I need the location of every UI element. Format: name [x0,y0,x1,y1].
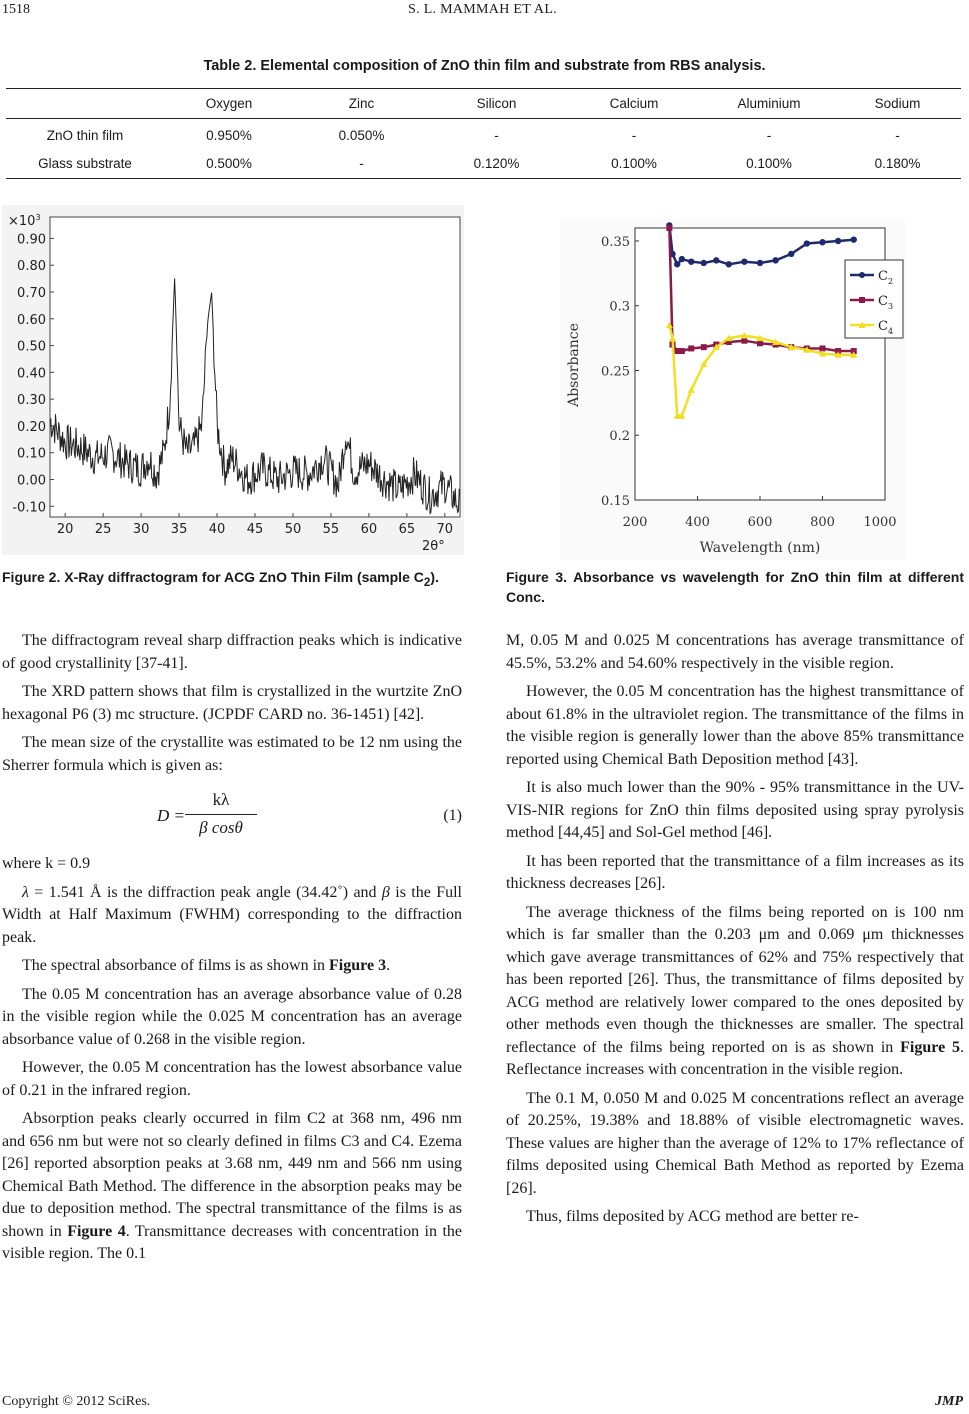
y-tick-label: 0.30 [17,393,46,409]
x-tick-label: 25 [94,522,112,537]
table-row [6,149,961,179]
data-point [713,257,719,263]
page-footer [2,1394,963,1412]
right-column [506,630,964,1235]
x-tick-label: 30 [132,522,150,537]
data-point [835,238,841,244]
data-point [726,261,732,267]
paragraph [2,882,462,950]
y-tick-label: 0.20 [17,419,46,435]
data-point [757,340,763,346]
figure-2 [2,205,464,555]
paragraph: The mean size of the crystallite was estimated to be 12 nm using the Sherrer formula which is given as: [2,734,462,774]
plot-frame [50,217,460,517]
data-point [666,225,672,231]
data-point [819,239,825,245]
data-point [701,344,707,350]
y-tick-label: 0.60 [17,312,46,328]
paragraph-text: The average thickness of the films being reported on is 100 nm which is far smaller than the 0.203 μm and 0.069 μm thicknesses which gave average transmittances of 62% and 75% respectively that has been reported [26]. Thus, the transmittance of films deposited by ACG method are relatively lower compared to the ones deposited by other methods even though the thicknesses are smaller. The spectral reflectance of the films being reported on is as shown in [506,903,964,1056]
data-point [772,257,778,263]
data-point [679,348,685,354]
paragraph [2,955,462,978]
x-tick-label: 35 [170,522,188,537]
table-cell: - [766,128,772,144]
page-header [2,2,963,24]
x-tick-label: 400 [685,515,710,530]
x-tick-label: 1000 [863,515,897,530]
x-tick-label: 60 [360,522,378,537]
journal-abbrev: JMP [935,1394,963,1409]
table-cell: 0.180% [874,155,921,171]
paragraph-text: . Reflectance increases with concentration in the visible region. [506,1038,965,1078]
header-cell: Sodium [874,96,921,111]
y-multiplier-label: $\times 10^3$ [8,213,41,229]
y-tick-label: -0.10 [12,500,46,516]
paragraph: It has been reported that the transmittance of a film increases as its thickness decreases [26]. [506,852,964,892]
table-cell: Glass substrate [38,155,132,171]
table-caption: Table 2. Elemental composition of ZnO thin film and substrate from RBS analysis. [203,58,766,74]
equation-1 [2,787,462,847]
data-point [788,251,794,257]
x-tick-label: 70 [436,522,454,537]
paragraph-text: . [386,957,391,974]
lambda-symbol: λ [22,883,29,901]
figure-3 [560,220,905,560]
legend [845,260,903,338]
header-cell: Oxygen [205,96,253,111]
table-cell: 0.120% [473,155,520,171]
page-number: 1518 [2,2,30,17]
x-axis-label: 2θ° [422,539,445,554]
data-point [701,260,707,266]
data-point [851,236,857,242]
legend-marker [859,297,865,303]
header-cell: Zinc [348,96,375,111]
figure-ref: Figure 3 [329,957,387,974]
data-point [674,261,680,267]
data-point [688,345,694,351]
y-tick-label: 0.35 [601,234,630,250]
paragraph: However, the 0.05 M concentration has the lowest absorbance value of 0.21 in the infrared region. [2,1059,462,1099]
paragraph-text: . Transmittance decreases with concentration in the visible region. The 0.1 [2,1222,463,1262]
fig2-caption-text: Figure 2. X-Ray diffractogram for ACG ZnO Thin Film (sample C [2,569,424,585]
eq-numerator: kλ [185,789,257,815]
copyright-notice: Copyright © 2012 SciRes. [2,1394,151,1409]
table-cell: - [895,128,900,144]
eq-lhs: D = [157,806,185,825]
y-tick-label: 0.25 [601,364,630,380]
paragraph: The 0.1 M, 0.050 M and 0.025 M concentrations reflect an average of 20.25%, 19.38% and 18.88% of visible electromagnetic waves. These values are higher than the average of 12% to 17% reflectance of films deposited using Chemical Bath Method as reported by Ezema [26]. [506,1089,964,1197]
table-cell: 0.100% [611,155,657,171]
data-point [741,258,747,264]
y-tick-label: 0.10 [17,446,46,462]
y-tick-label: 0.3 [609,299,630,315]
paragraph: M, 0.05 M and 0.025 M concentrations has average transmittance of 45.5%, 53.2% and 54.60% respectively in the visible region. [506,632,964,672]
header-cell [6,89,164,119]
x-tick-label: 65 [398,522,416,537]
table-cell: 0.050% [338,128,385,144]
data-point [804,240,810,246]
paragraph-text: Absorption peaks clearly occurred in film C2 at 368 nm, 496 nm and 656 nm but were not so clearly defined in films C3 and C4. Ezema [26] reported absorption peaks at 3.68 nm, 449 nm and 566 nm using Chemical Bath Method. The difference in the absorption peaks may be due to deposition method. The spectral transmittance of the films is as shown in [2,1110,462,1240]
figure-3-caption: Figure 3. Absorbance vs wavelength for ZnO thin film at different Conc. [506,569,964,605]
x-tick-label: 40 [208,522,226,537]
legend-label: $C_3$ [878,294,894,311]
y-axis-label: Absorbance [566,323,582,407]
data-point [679,256,685,262]
eq-number: (1) [443,807,462,824]
beta-symbol: β [381,883,390,901]
legend-marker [859,272,865,278]
y-tick-label: 0.80 [17,259,46,275]
data-point [757,260,763,266]
table-cell: ZnO thin film [46,128,124,144]
paragraph: The 0.05 M concentration has an average absorbance value of 0.28 in the visible region while the 0.025 M concentration has an average absorbance value of 0.268 in the visible region. [2,985,462,1048]
running-authors: S. L. MAMMAH ET AL. [408,2,557,17]
fig2-caption-end: ). [430,569,439,585]
table-cell: 0.500% [206,155,252,171]
x-tick-label: 800 [810,515,835,530]
paragraph: Thus, films deposited by ACG method are better re- [526,1208,859,1225]
fig2-caption-sub: 2 [423,575,431,589]
x-tick-label: 20 [56,522,74,537]
paragraph: The XRD pattern shows that film is crystallized in the wurtzite ZnO hexagonal P6 (3) mc structure. (JCPDF CARD no. 36-1451) [42]. [2,683,462,723]
y-tick-label: 0.70 [17,286,46,301]
figure-2-caption [2,567,462,593]
header-cell: Aluminium [737,96,801,111]
eq-fraction [185,789,257,839]
x-axis-label: Wavelength (nm) [699,540,821,556]
x-tick-label: 600 [747,515,773,530]
table-cell: 0.100% [746,155,792,171]
x-tick-label: 45 [246,522,264,537]
paragraph-text: The spectral absorbance of films is as shown in [22,957,330,974]
figure-ref: Figure 5 [900,1038,961,1056]
paragraph: It is also much lower than the 90% - 95% transmittance in the UV-VIS-NIR regions for ZnO thin films deposited using spray pyrolysis method [44,45] and Sol-Gel method [46]. [506,779,964,841]
paragraph: The diffractogram reveal sharp diffraction peaks which is indicative of good crystallinity [37-41]. [2,632,462,672]
x-tick-label: 55 [322,522,340,537]
paragraph-text: is the Full Width at Half Maximum (FWHM) corresponding to the diffraction peak. [2,883,462,946]
x-tick-label: 50 [284,522,302,537]
table-cell: - [494,128,499,144]
xrd-chart [2,205,464,555]
eq-denominator: β cosθ [199,817,243,837]
y-tick-label: 0.90 [17,232,46,248]
absorbance-chart [560,220,905,560]
legend-label: $C_2$ [878,269,894,286]
y-tick-label: 0.00 [17,473,46,489]
composition-table [6,88,961,179]
y-tick-label: 0.15 [601,494,630,509]
paragraph: where k = 0.9 [2,855,91,872]
paragraph [2,1108,462,1266]
left-column [2,630,462,1272]
header-cell: Calcium [609,96,659,111]
paragraph [506,902,964,1082]
table-cell: - [359,155,364,171]
table-cell: 0.950% [206,128,252,144]
header-cell: Silicon [476,96,517,111]
paragraph-text: = 1.541 Å is the diffraction peak angle (34.42˚) and [28,883,382,901]
y-tick-label: 0.50 [17,339,46,355]
x-tick-label: 200 [622,515,648,530]
table-header-row [6,89,961,119]
table-cell: - [631,128,637,144]
legend-label: $C_4$ [878,319,894,336]
data-point [688,258,694,264]
figure-ref: Figure 4 [67,1222,126,1240]
data-point [741,338,747,344]
paragraph: However, the 0.05 M concentration has the highest transmittance of about 61.8% in the ultraviolet region. The transmittance of the films in the visible region is generally lower than the above 85% transmittance reported using Chemical Bath Deposition method [43]. [506,683,964,768]
table-row [6,119,961,149]
y-tick-label: 0.2 [609,429,630,445]
y-tick-label: 0.40 [17,366,46,382]
